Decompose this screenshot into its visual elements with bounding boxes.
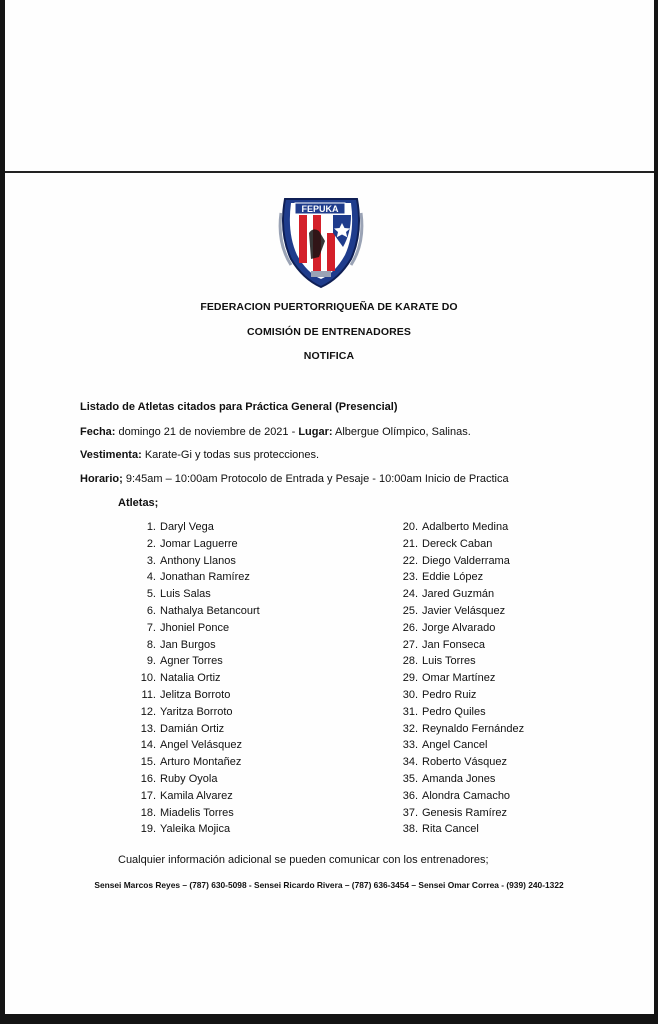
athlete-number: 11. — [141, 688, 156, 701]
organization-title: FEDERACION PUERTORRIQUEÑA DE KARATE DO — [200, 301, 458, 313]
athlete-name: Reynaldo Fernández — [422, 722, 525, 735]
athlete-number: 14. — [140, 739, 156, 752]
athlete-list-item — [118, 737, 260, 754]
athlete-list-item — [118, 754, 260, 771]
athlete-name: Damián Ortiz — [160, 722, 225, 735]
athlete-name: Angel Velásquez — [160, 739, 242, 752]
athlete-list-item — [380, 805, 524, 822]
athlete-name: Alondra Camacho — [422, 789, 511, 802]
athlete-list-item — [118, 637, 260, 654]
athlete-list-item — [380, 637, 524, 654]
athlete-list-item — [118, 670, 260, 687]
athlete-name: Jorge Alvarado — [422, 621, 496, 634]
athlete-number: 6. — [146, 604, 156, 617]
athlete-list-item — [380, 553, 524, 570]
athlete-number: 37. — [402, 806, 418, 819]
logo-text: FEPUKA — [301, 204, 339, 214]
athlete-list-item — [380, 603, 524, 620]
athlete-list-item — [118, 704, 260, 721]
athlete-number: 36. — [402, 789, 418, 802]
athlete-number: 3. — [146, 554, 156, 567]
athlete-name: Kamila Alvarez — [160, 789, 233, 802]
athlete-number: 31. — [402, 705, 418, 718]
athlete-name: Yaritza Borroto — [160, 705, 233, 718]
athlete-name: Amanda Jones — [422, 772, 496, 785]
page-frame-right — [654, 0, 658, 1014]
date-value: domingo 21 de noviembre de 2021 - — [118, 426, 296, 438]
athlete-number: 22. — [402, 554, 418, 567]
athlete-list-item — [380, 721, 524, 738]
athlete-number: 25. — [402, 604, 418, 617]
athlete-list-item — [118, 620, 260, 637]
athlete-list-item — [118, 805, 260, 822]
athlete-list-item — [380, 620, 524, 637]
notice-title: NOTIFICA — [303, 350, 355, 362]
athlete-number: 12. — [140, 705, 156, 718]
athlete-number: 10. — [140, 672, 156, 685]
athlete-name: Agner Torres — [160, 655, 223, 668]
athlete-name: Ruby Oyola — [160, 772, 218, 785]
athlete-name: Arturo Montañez — [160, 756, 242, 769]
athlete-list-item — [118, 771, 260, 788]
athlete-number: 16. — [140, 772, 156, 785]
athlete-list-item — [118, 788, 260, 805]
athletes-list-col-1 — [118, 519, 260, 838]
athlete-number: 18. — [140, 806, 156, 819]
athlete-number: 27. — [402, 638, 418, 651]
athlete-number: 1. — [146, 521, 156, 533]
athlete-list-item — [380, 771, 524, 788]
athlete-name: Diego Valderrama — [422, 554, 510, 567]
athlete-number: 9. — [146, 655, 156, 668]
athlete-name: Luis Salas — [160, 588, 211, 601]
athlete-name: Pedro Ruiz — [422, 688, 477, 701]
athlete-name: Jomar Laguerre — [160, 537, 238, 550]
date-label: Fecha: — [80, 426, 116, 438]
date-place-line — [80, 426, 471, 438]
schedule-line — [80, 473, 509, 485]
athlete-number: 24. — [402, 588, 418, 601]
attire-line — [80, 449, 319, 461]
athlete-list-item — [380, 653, 524, 670]
athlete-name: Jan Fonseca — [422, 638, 485, 651]
athlete-name: Javier Velásquez — [422, 604, 506, 617]
athlete-list-item — [118, 519, 260, 536]
athlete-name: Omar Martínez — [422, 672, 496, 685]
fepuka-shield-logo-icon — [277, 193, 365, 289]
athlete-name: Jelitza Borroto — [160, 688, 231, 701]
athlete-name: Jhoniel Ponce — [160, 621, 230, 634]
athlete-name: Jared Guzmán — [422, 588, 495, 601]
place-value: Albergue Olímpico, Salinas. — [335, 426, 471, 438]
athlete-name: Adalberto Medina — [422, 521, 509, 533]
athlete-number: 28. — [402, 655, 418, 668]
athlete-name: Natalia Ortiz — [160, 672, 221, 685]
athlete-name: Jonathan Ramírez — [160, 571, 250, 584]
athlete-list-item — [118, 721, 260, 738]
athlete-number: 19. — [140, 823, 156, 836]
athlete-name: Pedro Quiles — [422, 705, 486, 718]
athlete-list-item — [118, 821, 260, 838]
athlete-list-item — [118, 553, 260, 570]
athletes-label: Atletas; — [118, 497, 159, 509]
athlete-number: 34. — [402, 756, 418, 769]
attire-value: Karate-Gi y todas sus protecciones. — [144, 449, 320, 461]
athlete-name: Nathalya Betancourt — [160, 604, 260, 617]
athlete-number: 29. — [402, 672, 418, 685]
athlete-list-item — [118, 653, 260, 670]
athlete-number: 33. — [402, 739, 418, 752]
athlete-number: 21. — [402, 537, 418, 550]
athlete-name: Roberto Vásquez — [422, 756, 507, 769]
athlete-list-item — [118, 687, 260, 704]
athlete-number: 26. — [402, 621, 418, 634]
athlete-list-item — [118, 586, 260, 603]
athlete-list-item — [118, 569, 260, 586]
athlete-list-item — [380, 737, 524, 754]
attire-label: Vestimenta: — [80, 449, 142, 461]
athlete-list-item — [380, 754, 524, 771]
athlete-number: 20. — [402, 521, 418, 533]
athlete-name: Daryl Vega — [160, 521, 214, 533]
place-label: Lugar: — [298, 426, 333, 438]
schedule-label: Horario; — [80, 473, 123, 485]
athlete-list-item — [380, 821, 524, 838]
athlete-name: Angel Cancel — [422, 739, 488, 752]
athlete-number: 4. — [146, 571, 156, 584]
athlete-list-item — [380, 704, 524, 721]
athlete-list-item — [380, 670, 524, 687]
athlete-number: 38. — [402, 823, 418, 836]
athlete-list-item — [380, 536, 524, 553]
athlete-name: Anthony Llanos — [160, 554, 236, 567]
athletes-list-col-2 — [380, 519, 524, 838]
athlete-list-item — [118, 536, 260, 553]
athlete-number: 13. — [140, 722, 156, 735]
listing-title: Listado de Atletas citados para Práctica General (Presencial) — [80, 401, 398, 413]
closing-note: Cualquier información adicional se pueden comunicar con los entrenadores; — [118, 854, 489, 866]
athlete-name: Eddie López — [422, 571, 484, 584]
athlete-list-item — [380, 788, 524, 805]
schedule-value: 9:45am – 10:00am Protocolo de Entrada y Pesaje - 10:00am Inicio de Practica — [125, 473, 509, 485]
athlete-number: 7. — [146, 621, 156, 634]
athlete-name: Dereck Caban — [422, 537, 493, 550]
athlete-name: Genesis Ramírez — [422, 806, 507, 819]
athlete-name: Luis Torres — [422, 655, 476, 668]
page-frame-left — [0, 0, 5, 1014]
athlete-list-item — [380, 586, 524, 603]
commission-title: COMISIÓN DE ENTRENADORES — [247, 326, 411, 338]
athlete-number: 5. — [146, 588, 156, 601]
athlete-name: Rita Cancel — [422, 823, 479, 836]
athlete-number: 15. — [140, 756, 156, 769]
athlete-name: Yaleika Mojica — [160, 823, 231, 836]
page-frame-bottom — [0, 1014, 658, 1024]
header-divider — [5, 171, 654, 173]
athlete-number: 23. — [402, 571, 418, 584]
athlete-name: Jan Burgos — [160, 638, 216, 651]
coach-contacts: Sensei Marcos Reyes – (787) 630-5098 - Sensei Ricardo Rivera – (787) 636-3454 – Sensei Omar Correa - (939) 240-1322 — [94, 880, 564, 890]
athlete-list-item — [380, 687, 524, 704]
athlete-number: 30. — [402, 688, 418, 701]
athlete-number: 17. — [140, 789, 156, 802]
athlete-list-item — [118, 603, 260, 620]
athlete-list-item — [380, 569, 524, 586]
athlete-number: 2. — [146, 537, 156, 550]
athlete-number: 32. — [402, 722, 418, 735]
athlete-number: 35. — [402, 772, 418, 785]
athlete-number: 8. — [146, 638, 156, 651]
athlete-list-item — [380, 519, 524, 536]
athlete-name: Miadelis Torres — [160, 806, 234, 819]
